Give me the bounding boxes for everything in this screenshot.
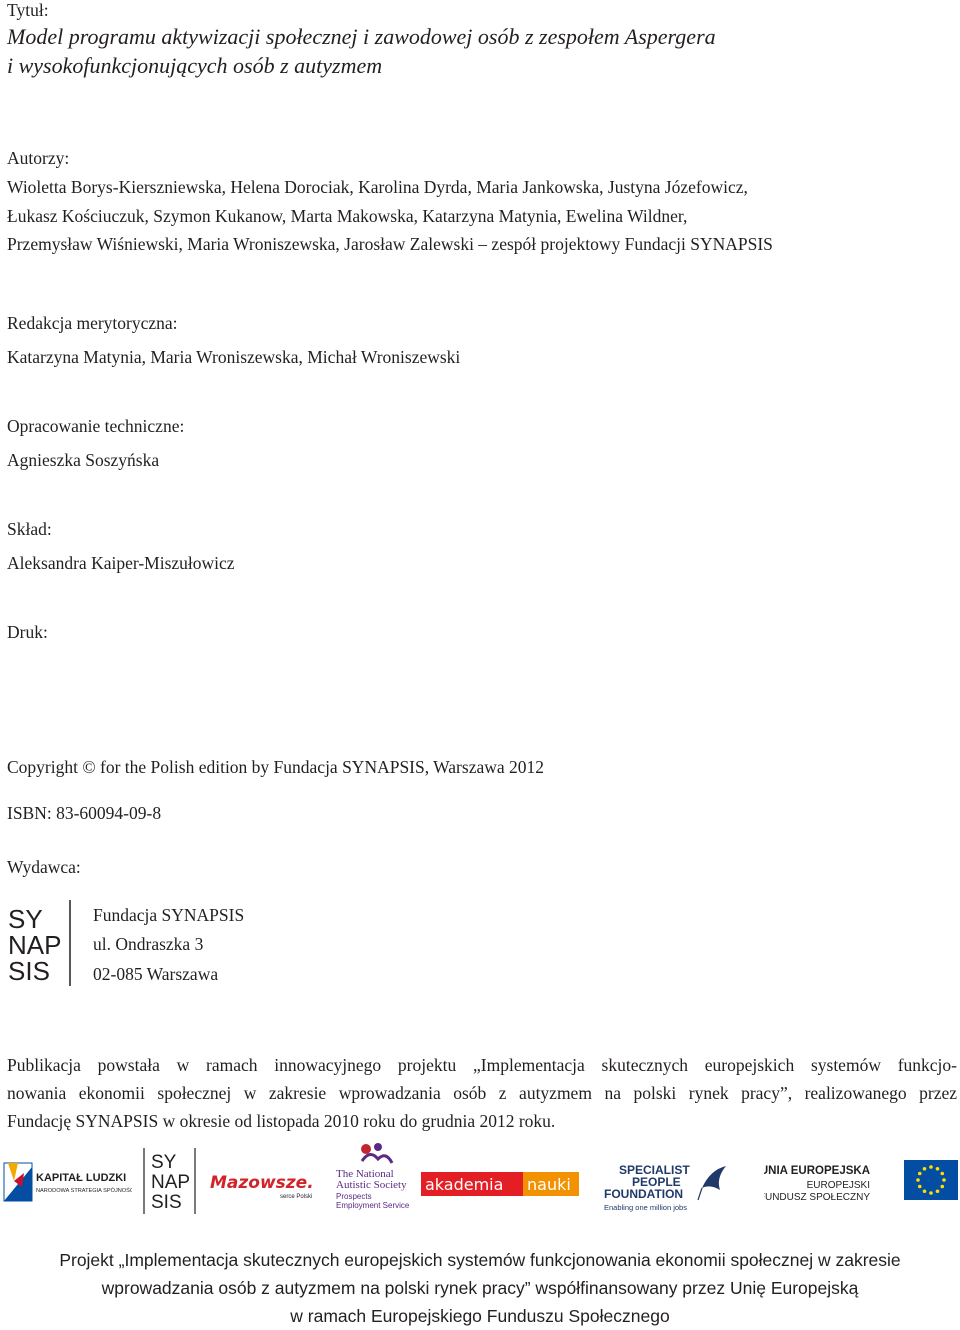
synapsis-logo-sis: SIS	[8, 956, 50, 986]
eu-star	[918, 1185, 922, 1189]
publisher-city: 02-085 Warszawa	[93, 964, 219, 984]
eu-star	[929, 1191, 933, 1195]
kapital-ludzki-logo	[2, 1157, 132, 1209]
synapsis-logo-nap: NAP	[8, 930, 62, 960]
publication-note-line-3: Fundację SYNAPSIS w okresie od listopada 2010 roku do grudnia 2012 roku.	[7, 1111, 556, 1131]
kapital-ludzki-subtitle: NARODOWA STRATEGIA SPÓJNOŚCI	[36, 1188, 132, 1194]
copyright-line: Copyright © for the Polish edition by Fundacja SYNAPSIS, Warszawa 2012	[7, 757, 545, 777]
akademia-nauki-logo	[421, 1172, 579, 1196]
project-footer	[0, 1246, 960, 1330]
national-autistic-society-logo	[334, 1141, 414, 1211]
synapsis-small-sis: SIS	[151, 1192, 182, 1213]
mazowsze-name: Mazowsze.	[210, 1173, 314, 1193]
eu-star	[940, 1172, 944, 1176]
editorial-value: Katarzyna Matynia, Maria Wroniszewska, Michał Wroniszewski	[7, 347, 461, 367]
synapsis-logo-sy: SY	[8, 904, 43, 934]
synapsis-small-logo	[142, 1146, 198, 1216]
publisher-street: ul. Ondraszka 3	[93, 934, 204, 954]
publication-note	[7, 1051, 957, 1135]
specialist-line-1: SPECIALIST	[619, 1163, 690, 1177]
eu-efs-logo	[764, 1160, 958, 1206]
mazowsze-logo	[208, 1166, 322, 1202]
authors-label: Autorzy:	[7, 148, 70, 168]
eu-star	[916, 1178, 920, 1182]
eu-star	[923, 1167, 927, 1171]
synapsis-logo	[4, 898, 74, 988]
publication-note-line-1: Publikacja powstała w ramach innowacyjnego projektu „Implementacja skutecznych europejskich systemów funkcjo-	[7, 1055, 957, 1075]
typesetting-value: Aleksandra Kaiper-Miszułowicz	[7, 553, 235, 573]
eu-star	[918, 1172, 922, 1176]
kapital-ludzki-title: KAPITAŁ LUDZKI	[36, 1172, 127, 1184]
publication-note-line-2: nowania ekonomii społecznej w zakresie wprowadzania osób z autyzmem na polski rynek pracy”, realizowanego przez	[7, 1083, 957, 1103]
akademia-word: akademia	[425, 1175, 504, 1194]
specialist-line-2: PEOPLE	[632, 1175, 681, 1189]
eu-line-1: UNIA EUROPEJSKA	[764, 1165, 870, 1177]
book-title-line-1: Model programu aktywizacji społecznej i zawodowej osób z zespołem Aspergera	[7, 24, 716, 49]
publisher-label: Wydawca:	[7, 857, 81, 877]
print-label: Druk:	[7, 622, 48, 642]
footer-line-1: Projekt „Implementacja skutecznych europejskich systemów funkcjonowania ekonomii społecznej w zakresie	[59, 1250, 901, 1270]
title-label: Tytuł:	[7, 0, 49, 20]
nas-line-2: Autistic Society	[336, 1179, 407, 1191]
technical-value: Agnieszka Soszyńska	[7, 450, 160, 470]
nas-line-1: The National	[336, 1168, 394, 1180]
specialist-line-3: FOUNDATION	[604, 1187, 684, 1201]
authors-line-3: Przemysław Wiśniewski, Maria Wroniszewska, Jarosław Zalewski – zespół projektowy Fundacji SYNAPSIS	[7, 234, 773, 254]
specialist-people-foundation-logo	[602, 1160, 734, 1214]
technical-label: Opracowanie techniczne:	[7, 416, 185, 436]
eu-star	[942, 1178, 946, 1182]
eu-star	[936, 1167, 940, 1171]
eu-star	[929, 1165, 933, 1169]
synapsis-small-sy: SY	[151, 1152, 177, 1173]
footer-line-3: w ramach Europejskiego Funduszu Społecznego	[290, 1306, 670, 1326]
eu-star	[940, 1185, 944, 1189]
authors-line-1: Wioletta Borys-Kierszniewska, Helena Dorociak, Karolina Dyrda, Maria Jankowska, Justyna Józefowicz,	[7, 177, 748, 197]
eu-star	[936, 1189, 940, 1193]
specialist-tagline: Enabling one million jobs	[604, 1203, 687, 1212]
editorial-label: Redakcja merytoryczna:	[7, 313, 178, 333]
synapsis-small-nap: NAP	[151, 1172, 191, 1193]
nas-line-4: Employment Service	[336, 1201, 410, 1210]
eu-star	[923, 1189, 927, 1193]
publisher-name: Fundacja SYNAPSIS	[93, 905, 245, 925]
authors-line-2: Łukasz Kościuczuk, Szymon Kukanow, Marta Makowska, Katarzyna Matynia, Ewelina Wildner,	[7, 206, 688, 226]
typesetting-label: Skład:	[7, 519, 52, 539]
book-title-line-2: i wysokofunkcjonujących osób z autyzmem	[7, 53, 383, 78]
mazowsze-tagline: serce Polski	[280, 1194, 313, 1200]
isbn-line: ISBN: 83-60094-09-8	[7, 803, 162, 823]
eu-line-3: FUNDUSZ SPOŁECZNY	[764, 1192, 870, 1203]
eu-line-2: EUROPEJSKI	[806, 1180, 870, 1191]
footer-line-2: wprowadzania osób z autyzmem na polski rynek pracy” współfinansowany przez Unię Europejską	[101, 1278, 859, 1298]
nauki-word: nauki	[527, 1175, 571, 1194]
nas-line-3: Prospects	[336, 1192, 372, 1201]
